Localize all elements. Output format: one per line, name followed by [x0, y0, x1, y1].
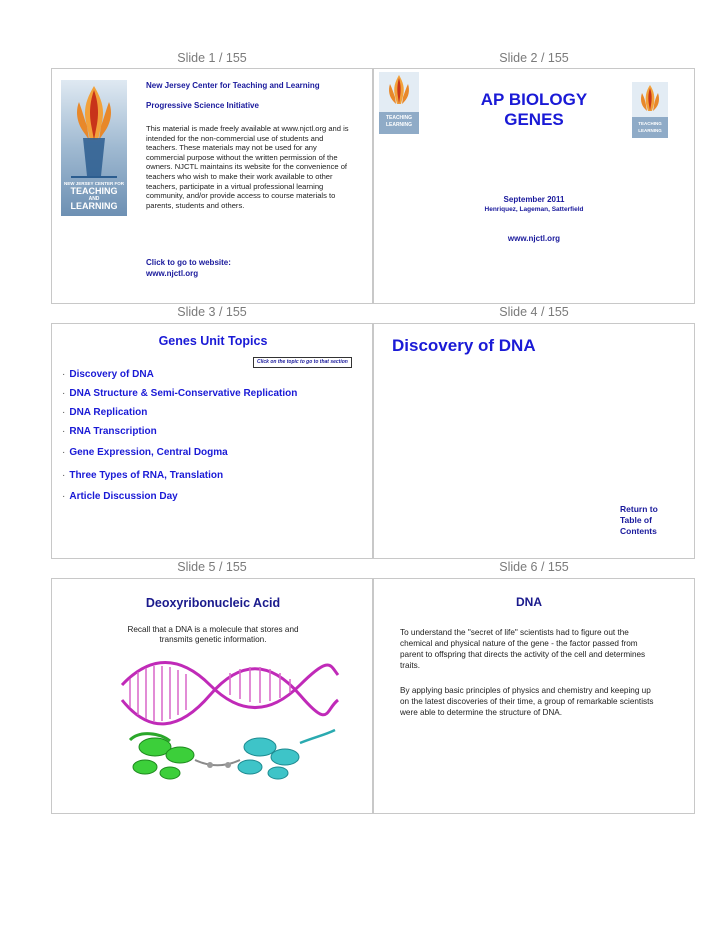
- topic-label: DNA Structure & Semi-Conservative Replication: [69, 388, 298, 399]
- slide-2[interactable]: [373, 68, 695, 304]
- topic-label: DNA Replication: [69, 407, 148, 418]
- page-title: DNA: [516, 595, 542, 609]
- topic-link[interactable]: [62, 470, 223, 481]
- slide-6[interactable]: [373, 578, 695, 814]
- njctl-logo-right: [632, 82, 668, 138]
- topic-link[interactable]: [62, 491, 178, 502]
- intro-text: [52, 625, 373, 645]
- website-link-label: Click to go to website:: [146, 258, 231, 267]
- bullet: ·: [62, 447, 66, 458]
- slide-caption-3: Slide 3 / 155: [177, 305, 247, 319]
- slide-caption-6: Slide 6 / 155: [499, 560, 569, 574]
- return-to-contents-link[interactable]: [620, 504, 658, 537]
- org-name: New Jersey Center for Teaching and Learning: [146, 81, 320, 90]
- slide-caption-2: Slide 2 / 155: [499, 51, 569, 65]
- logo-text-line: TEACHING: [70, 186, 118, 196]
- logo-text-line: LEARNING: [638, 128, 662, 133]
- logo-text-line: NEW JERSEY CENTER FOR: [64, 181, 124, 186]
- topics-hint: Click on the topic to go to that section: [253, 357, 352, 368]
- bullet: ·: [62, 491, 66, 502]
- website-link[interactable]: www.njctl.org: [507, 234, 561, 243]
- title-line-1: AP BIOLOGY: [480, 90, 588, 109]
- topic-label: RNA Transcription: [69, 426, 157, 437]
- topic-link[interactable]: [62, 388, 297, 399]
- authors-text: Henriquez, Lageman, Satterfield: [484, 206, 584, 213]
- page-title: Deoxyribonucleic Acid: [145, 596, 281, 610]
- topic-label: Discovery of DNA: [69, 369, 154, 380]
- logo-text-line: AND: [88, 196, 100, 202]
- slide-4[interactable]: [373, 323, 695, 559]
- license-text: This material is made freely available at www.njctl.org and is intended for the non-commercial use of students and teachers. These materials may not be used for any commercial purpose without the written permission of the owners. NJCTL maintains its website for the convenience of teachers who wish to make their work available to other teachers, participate in a virtual professional learning community, and/or provide access to course materials to parents, students and others.: [146, 124, 349, 210]
- njctl-logo: [61, 80, 127, 216]
- intro-line: Recall that a DNA is a molecule that stores and: [127, 625, 299, 634]
- website-link-url: www.njctl.org: [146, 269, 199, 278]
- page-title: [434, 90, 634, 130]
- topic-link[interactable]: [62, 447, 228, 458]
- initiative-name: Progressive Science Initiative: [146, 101, 259, 110]
- slide-caption-4: Slide 4 / 155: [499, 305, 569, 319]
- logo-text-line: TEACHING: [638, 121, 662, 126]
- logo-text-line: LEARNING: [385, 122, 413, 128]
- dna-protein-image: [110, 655, 340, 785]
- bullet: ·: [62, 369, 66, 380]
- topic-link[interactable]: [62, 407, 147, 418]
- slide-caption-1: Slide 1 / 155: [177, 51, 247, 65]
- bullet: ·: [62, 388, 66, 399]
- title-line-2: GENES: [504, 110, 564, 129]
- paragraph: To understand the "secret of life" scientists had to figure out the chemical and physical nature of the gene - the factor passed from parent to offspring that directs the activity of the cell and determines traits.: [400, 628, 646, 670]
- intro-line: transmits genetic information.: [159, 635, 267, 644]
- slide-5[interactable]: [51, 578, 373, 814]
- topic-label: Article Discussion Day: [69, 491, 178, 502]
- bullet: ·: [62, 426, 66, 437]
- logo-text-line: TEACHING: [385, 115, 413, 121]
- topic-link[interactable]: [62, 369, 154, 380]
- return-line: Return to: [620, 504, 658, 514]
- page-title: Discovery of DNA: [392, 336, 536, 355]
- website-link[interactable]: [146, 257, 231, 279]
- return-line: Contents: [620, 526, 657, 536]
- paragraph: By applying basic principles of physics and chemistry and keeping up on the latest discoveries of their time, a group of remarkable scientists were able to determine the structure of DNA.: [400, 686, 654, 717]
- slide-caption-5: Slide 5 / 155: [177, 560, 247, 574]
- bullet: ·: [62, 407, 66, 418]
- topic-label: Gene Expression, Central Dogma: [69, 447, 228, 458]
- topic-label: Three Types of RNA, Translation: [69, 470, 224, 481]
- bullet: ·: [62, 470, 66, 481]
- slide-1[interactable]: [51, 68, 373, 304]
- topic-link[interactable]: [62, 426, 157, 437]
- logo-text-line: LEARNING: [70, 201, 118, 211]
- page-title: Genes Unit Topics: [158, 334, 268, 348]
- njctl-logo: [379, 72, 419, 134]
- date-text: September 2011: [503, 195, 565, 204]
- return-line: Table of: [620, 515, 652, 525]
- slide-3[interactable]: [51, 323, 373, 559]
